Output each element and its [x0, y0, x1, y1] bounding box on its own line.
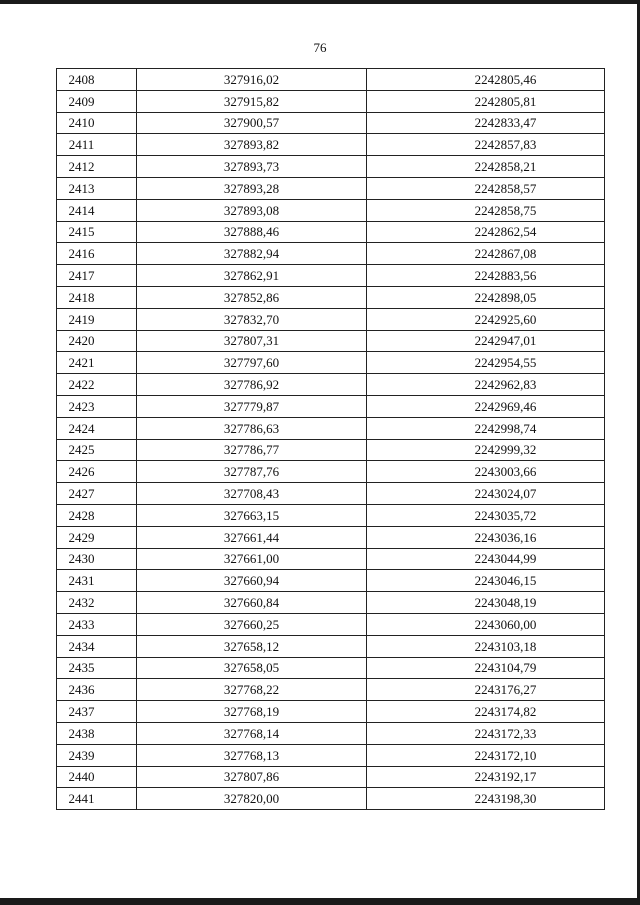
- x-coordinate-cell: 327658,05: [137, 657, 367, 679]
- point-number-cell: 2416: [57, 243, 137, 265]
- y-coordinate-cell: 2242898,05: [367, 286, 605, 308]
- table-row: [57, 679, 605, 701]
- point-number-cell: 2427: [57, 483, 137, 505]
- table-row: [57, 69, 605, 91]
- x-coordinate-cell: 327893,28: [137, 177, 367, 199]
- x-coordinate-cell: 327786,63: [137, 417, 367, 439]
- x-coordinate-cell: 327768,14: [137, 722, 367, 744]
- coordinates-table-body: [57, 69, 605, 810]
- table-row: [57, 722, 605, 744]
- x-coordinate-cell: 327658,12: [137, 635, 367, 657]
- point-number-cell: 2438: [57, 722, 137, 744]
- point-number-cell: 2414: [57, 199, 137, 221]
- scan-border-bottom: [0, 898, 640, 905]
- point-number-cell: 2420: [57, 330, 137, 352]
- table-row: [57, 788, 605, 810]
- point-number-cell: 2423: [57, 395, 137, 417]
- y-coordinate-cell: 2243003,66: [367, 461, 605, 483]
- x-coordinate-cell: 327768,19: [137, 701, 367, 723]
- table-row: [57, 199, 605, 221]
- y-coordinate-cell: 2242925,60: [367, 308, 605, 330]
- x-coordinate-cell: 327862,91: [137, 265, 367, 287]
- y-coordinate-cell: 2243172,10: [367, 744, 605, 766]
- point-number-cell: 2418: [57, 286, 137, 308]
- table-row: [57, 308, 605, 330]
- point-number-cell: 2429: [57, 526, 137, 548]
- y-coordinate-cell: 2242998,74: [367, 417, 605, 439]
- y-coordinate-cell: 2242999,32: [367, 439, 605, 461]
- y-coordinate-cell: 2243048,19: [367, 592, 605, 614]
- y-coordinate-cell: 2242969,46: [367, 395, 605, 417]
- table-row: [57, 744, 605, 766]
- table-row: [57, 243, 605, 265]
- point-number-cell: 2412: [57, 156, 137, 178]
- scan-border-top: [0, 0, 640, 4]
- point-number-cell: 2432: [57, 592, 137, 614]
- point-number-cell: 2408: [57, 69, 137, 91]
- y-coordinate-cell: 2243104,79: [367, 657, 605, 679]
- x-coordinate-cell: 327820,00: [137, 788, 367, 810]
- point-number-cell: 2439: [57, 744, 137, 766]
- x-coordinate-cell: 327661,00: [137, 548, 367, 570]
- point-number-cell: 2428: [57, 504, 137, 526]
- table-row: [57, 417, 605, 439]
- x-coordinate-cell: 327882,94: [137, 243, 367, 265]
- point-number-cell: 2426: [57, 461, 137, 483]
- x-coordinate-cell: 327797,60: [137, 352, 367, 374]
- y-coordinate-cell: 2243172,33: [367, 722, 605, 744]
- table-row: [57, 177, 605, 199]
- x-coordinate-cell: 327893,08: [137, 199, 367, 221]
- y-coordinate-cell: 2242858,57: [367, 177, 605, 199]
- y-coordinate-cell: 2243060,00: [367, 613, 605, 635]
- x-coordinate-cell: 327893,73: [137, 156, 367, 178]
- x-coordinate-cell: 327900,57: [137, 112, 367, 134]
- x-coordinate-cell: 327915,82: [137, 90, 367, 112]
- x-coordinate-cell: 327786,77: [137, 439, 367, 461]
- y-coordinate-cell: 2243174,82: [367, 701, 605, 723]
- table-row: [57, 701, 605, 723]
- table-row: [57, 156, 605, 178]
- x-coordinate-cell: 327663,15: [137, 504, 367, 526]
- point-number-cell: 2410: [57, 112, 137, 134]
- table-row: [57, 112, 605, 134]
- table-row: [57, 395, 605, 417]
- point-number-cell: 2413: [57, 177, 137, 199]
- x-coordinate-cell: 327779,87: [137, 395, 367, 417]
- x-coordinate-cell: 327807,31: [137, 330, 367, 352]
- y-coordinate-cell: 2242867,08: [367, 243, 605, 265]
- table-row: [57, 221, 605, 243]
- point-number-cell: 2409: [57, 90, 137, 112]
- table-row: [57, 570, 605, 592]
- x-coordinate-cell: 327852,86: [137, 286, 367, 308]
- x-coordinate-cell: 327787,76: [137, 461, 367, 483]
- y-coordinate-cell: 2242858,75: [367, 199, 605, 221]
- y-coordinate-cell: 2242857,83: [367, 134, 605, 156]
- point-number-cell: 2441: [57, 788, 137, 810]
- y-coordinate-cell: 2243044,99: [367, 548, 605, 570]
- point-number-cell: 2436: [57, 679, 137, 701]
- table-row: [57, 483, 605, 505]
- x-coordinate-cell: 327807,86: [137, 766, 367, 788]
- point-number-cell: 2437: [57, 701, 137, 723]
- point-number-cell: 2434: [57, 635, 137, 657]
- table-row: [57, 504, 605, 526]
- x-coordinate-cell: 327661,44: [137, 526, 367, 548]
- y-coordinate-cell: 2242962,83: [367, 374, 605, 396]
- point-number-cell: 2419: [57, 308, 137, 330]
- y-coordinate-cell: 2243035,72: [367, 504, 605, 526]
- point-number-cell: 2431: [57, 570, 137, 592]
- point-number-cell: 2411: [57, 134, 137, 156]
- table-row: [57, 134, 605, 156]
- table-row: [57, 330, 605, 352]
- table-row: [57, 635, 605, 657]
- table-row: [57, 766, 605, 788]
- point-number-cell: 2421: [57, 352, 137, 374]
- y-coordinate-cell: 2243192,17: [367, 766, 605, 788]
- y-coordinate-cell: 2242954,55: [367, 352, 605, 374]
- point-number-cell: 2424: [57, 417, 137, 439]
- x-coordinate-cell: 327786,92: [137, 374, 367, 396]
- y-coordinate-cell: 2242805,81: [367, 90, 605, 112]
- table-row: [57, 374, 605, 396]
- table-row: [57, 548, 605, 570]
- table-row: [57, 592, 605, 614]
- table-row: [57, 352, 605, 374]
- table-row: [57, 613, 605, 635]
- x-coordinate-cell: 327916,02: [137, 69, 367, 91]
- page-number: 76: [313, 40, 327, 55]
- point-number-cell: 2417: [57, 265, 137, 287]
- table-row: [57, 657, 605, 679]
- table-row: [57, 286, 605, 308]
- table-row: [57, 265, 605, 287]
- y-coordinate-cell: 2242833,47: [367, 112, 605, 134]
- y-coordinate-cell: 2243024,07: [367, 483, 605, 505]
- x-coordinate-cell: 327660,25: [137, 613, 367, 635]
- y-coordinate-cell: 2243046,15: [367, 570, 605, 592]
- y-coordinate-cell: 2243198,30: [367, 788, 605, 810]
- point-number-cell: 2422: [57, 374, 137, 396]
- x-coordinate-cell: 327893,82: [137, 134, 367, 156]
- point-number-cell: 2430: [57, 548, 137, 570]
- x-coordinate-cell: 327708,43: [137, 483, 367, 505]
- table-row: [57, 461, 605, 483]
- y-coordinate-cell: 2242947,01: [367, 330, 605, 352]
- table-row: [57, 526, 605, 548]
- x-coordinate-cell: 327660,84: [137, 592, 367, 614]
- x-coordinate-cell: 327888,46: [137, 221, 367, 243]
- point-number-cell: 2435: [57, 657, 137, 679]
- y-coordinate-cell: 2243176,27: [367, 679, 605, 701]
- x-coordinate-cell: 327768,13: [137, 744, 367, 766]
- x-coordinate-cell: 327832,70: [137, 308, 367, 330]
- table-row: [57, 90, 605, 112]
- x-coordinate-cell: 327660,94: [137, 570, 367, 592]
- point-number-cell: 2433: [57, 613, 137, 635]
- point-number-cell: 2425: [57, 439, 137, 461]
- x-coordinate-cell: 327768,22: [137, 679, 367, 701]
- table-row: [57, 439, 605, 461]
- y-coordinate-cell: 2242883,56: [367, 265, 605, 287]
- point-number-cell: 2415: [57, 221, 137, 243]
- y-coordinate-cell: 2242858,21: [367, 156, 605, 178]
- coordinates-table: [56, 68, 605, 810]
- y-coordinate-cell: 2242805,46: [367, 69, 605, 91]
- point-number-cell: 2440: [57, 766, 137, 788]
- y-coordinate-cell: 2243103,18: [367, 635, 605, 657]
- y-coordinate-cell: 2242862,54: [367, 221, 605, 243]
- y-coordinate-cell: 2243036,16: [367, 526, 605, 548]
